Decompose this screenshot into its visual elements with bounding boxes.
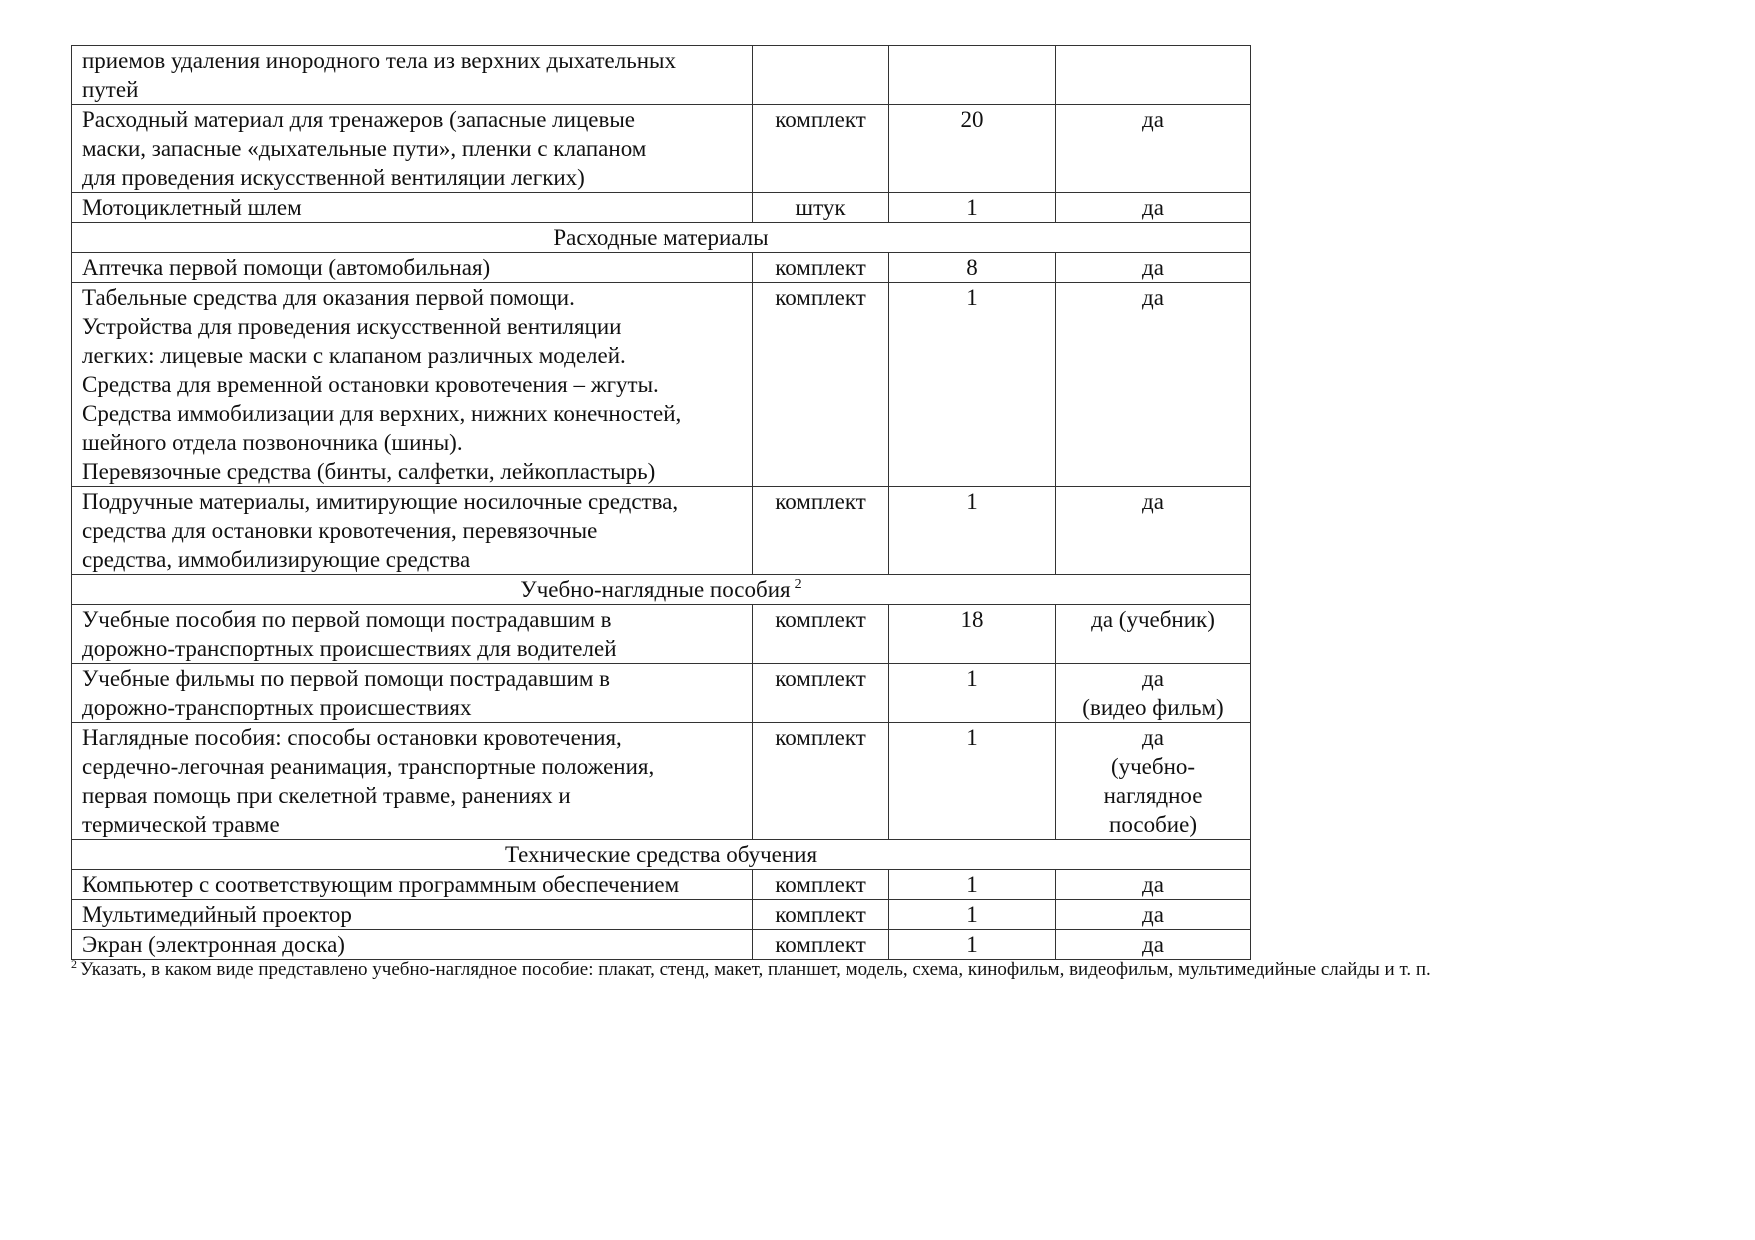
item-unit-cell: комплект — [753, 487, 889, 575]
equipment-table-body — [72, 46, 1251, 960]
item-quantity-cell: 1 — [889, 193, 1056, 223]
item-availability-cell: да (учебно- наглядное пособие) — [1056, 723, 1251, 840]
section-title: Расходные материалы — [553, 225, 769, 250]
section-header-row — [72, 840, 1251, 870]
item-quantity-cell: 1 — [889, 870, 1056, 900]
item-name-cell: Аптечка первой помощи (автомобильная) — [72, 253, 753, 283]
item-unit-cell: комплект — [753, 930, 889, 960]
section-title: Технические средства обучения — [504, 842, 818, 867]
item-quantity-cell: 1 — [889, 723, 1056, 840]
item-unit-cell: комплект — [753, 664, 889, 723]
section-title-cell — [72, 223, 1251, 253]
item-availability-cell: да — [1056, 900, 1251, 930]
item-name-cell: Наглядные пособия: способы остановки кровотечения, сердечно-легочная реанимация, транспортные положения, первая помощь при скелетной травме, ранениях и термической травме — [72, 723, 753, 840]
table-row — [72, 283, 1251, 487]
item-availability-cell: да — [1056, 193, 1251, 223]
item-name-cell: Мультимедийный проектор — [72, 900, 753, 930]
section-header-row — [72, 223, 1251, 253]
item-unit-cell: комплект — [753, 105, 889, 193]
table-row — [72, 723, 1251, 840]
item-quantity-cell: 20 — [889, 105, 1056, 193]
item-availability-cell — [1056, 46, 1251, 105]
footnote-text: Указать, в каком виде представлено учебно-наглядное пособие: плакат, стенд, макет, планшет, модель, схема, кинофильм, видеофильм, мультимедийные слайды и т. п. — [80, 959, 1431, 980]
item-unit-cell: комплект — [753, 605, 889, 664]
item-unit-cell: комплект — [753, 870, 889, 900]
section-title: Учебно-наглядные пособия — [520, 577, 791, 602]
item-availability-cell: да (учебник) — [1056, 605, 1251, 664]
item-quantity-cell: 1 — [889, 900, 1056, 930]
section-title-cell — [72, 575, 1251, 605]
item-unit-cell: комплект — [753, 283, 889, 487]
item-name-cell: Компьютер с соответствующим программным обеспечением — [72, 870, 753, 900]
item-unit-cell: комплект — [753, 723, 889, 840]
item-quantity-cell: 18 — [889, 605, 1056, 664]
item-quantity-cell: 1 — [889, 930, 1056, 960]
table-row — [72, 487, 1251, 575]
item-quantity-cell: 1 — [889, 487, 1056, 575]
table-row — [72, 664, 1251, 723]
item-quantity-cell: 1 — [889, 283, 1056, 487]
table-row — [72, 870, 1251, 900]
item-unit-cell: комплект — [753, 900, 889, 930]
item-availability-cell: да — [1056, 253, 1251, 283]
footnote — [71, 958, 1711, 982]
footnote-reference: 2 — [794, 577, 802, 593]
item-name-cell: Учебные фильмы по первой помощи пострадавшим в дорожно-транспортных происшествиях — [72, 664, 753, 723]
item-name-cell: Учебные пособия по первой помощи пострадавшим в дорожно-транспортных происшествиях для водителей — [72, 605, 753, 664]
item-availability-cell: да (видео фильм) — [1056, 664, 1251, 723]
item-unit-cell: штук — [753, 193, 889, 223]
item-quantity-cell: 8 — [889, 253, 1056, 283]
table-row — [72, 193, 1251, 223]
item-name-cell: Мотоциклетный шлем — [72, 193, 753, 223]
item-quantity-cell: 1 — [889, 664, 1056, 723]
item-availability-cell: да — [1056, 487, 1251, 575]
item-quantity-cell — [889, 46, 1056, 105]
item-availability-cell: да — [1056, 870, 1251, 900]
item-name-cell: Табельные средства для оказания первой помощи. Устройства для проведения искусственной вентиляции легких: лицевые маски с клапаном различных моделей. Средства для временной остановки кровотечения – жгуты. Средства иммобилизации для верхних, нижних конечностей, шейного отдела позвоночника (шины). Перевязочные средства (бинты, салфетки, лейкопластырь) — [72, 283, 753, 487]
section-header-row — [72, 575, 1251, 605]
table-row — [72, 105, 1251, 193]
item-name-cell: Расходный материал для тренажеров (запасные лицевые маски, запасные «дыхательные пути», пленки с клапаном для проведения искусственной вентиляции легких) — [72, 105, 753, 193]
section-title-cell — [72, 840, 1251, 870]
table-row — [72, 605, 1251, 664]
item-availability-cell: да — [1056, 105, 1251, 193]
item-unit-cell: комплект — [753, 253, 889, 283]
table-row — [72, 46, 1251, 105]
table-row — [72, 900, 1251, 930]
item-availability-cell: да — [1056, 930, 1251, 960]
table-row — [72, 930, 1251, 960]
item-availability-cell: да — [1056, 283, 1251, 487]
item-name-cell: приемов удаления инородного тела из верхних дыхательных путей — [72, 46, 753, 105]
item-unit-cell — [753, 46, 889, 105]
item-name-cell: Подручные материалы, имитирующие носилочные средства, средства для остановки кровотечения, перевязочные средства, иммобилизирующие средства — [72, 487, 753, 575]
item-name-cell: Экран (электронная доска) — [72, 930, 753, 960]
equipment-table — [71, 45, 1251, 960]
footnote-mark: 2 — [71, 956, 77, 971]
table-row — [72, 253, 1251, 283]
